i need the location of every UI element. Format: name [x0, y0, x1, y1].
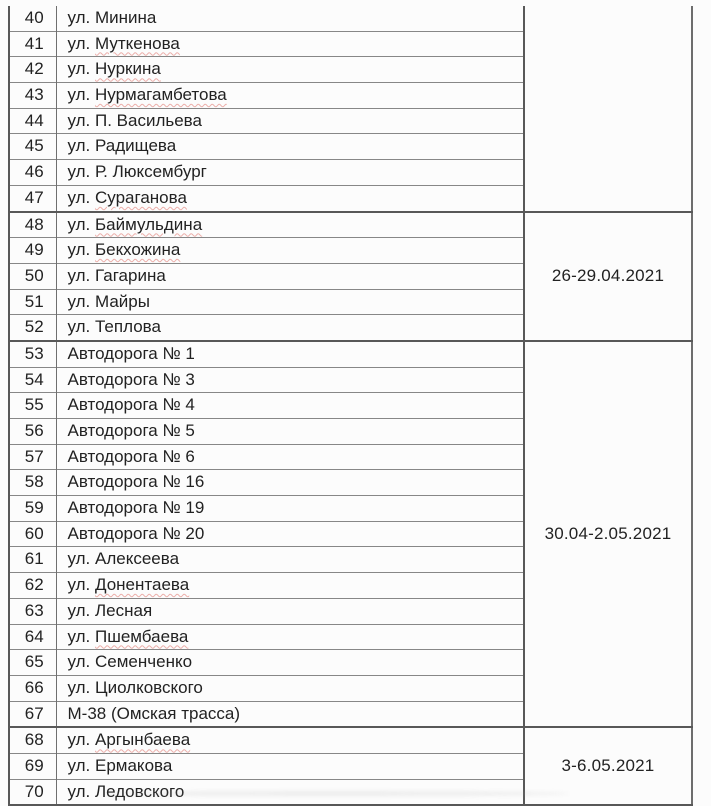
street-name-cell	[56, 31, 524, 57]
street-name-text: Муткенова	[95, 33, 180, 53]
street-prefix: ул.	[67, 162, 95, 182]
street-name-text: Автодорога № 19	[67, 498, 205, 518]
row-number-cell: 43	[9, 83, 56, 109]
street-name-cell	[56, 624, 524, 650]
street-name-cell	[56, 108, 524, 134]
street-name-text: М-38 (Омская трасса)	[67, 703, 241, 723]
street-name-text: Минина	[95, 8, 157, 27]
row-number-cell: 58	[9, 470, 56, 496]
street-name-text: Ледовского	[95, 781, 185, 801]
row-number-cell: 47	[9, 185, 56, 211]
row-number-cell: 42	[9, 57, 56, 83]
row-number-cell: 57	[9, 444, 56, 470]
street-name-cell	[56, 547, 524, 573]
street-name-text: Автодорога № 3	[67, 369, 195, 389]
row-number-cell: 40	[9, 6, 56, 31]
street-name-text: Автодорога № 20	[67, 523, 205, 543]
date-range-cell	[524, 6, 692, 212]
street-name-text: Нурмагамбетова	[95, 85, 227, 105]
street-name-text: Алексеева	[95, 549, 180, 569]
date-range-cell: 26-29.04.2021	[524, 212, 692, 341]
street-name-cell	[56, 521, 524, 547]
table-row	[9, 6, 692, 31]
street-prefix: ул.	[67, 187, 95, 207]
street-name-cell	[56, 57, 524, 83]
row-number-cell: 52	[9, 315, 56, 341]
scan-artifact-smudge	[100, 791, 570, 796]
street-name-cell	[56, 263, 524, 289]
street-prefix: ул.	[67, 730, 95, 750]
row-number-cell: 53	[9, 341, 56, 367]
row-number-cell: 48	[9, 212, 56, 238]
street-name-text: Автодорога № 16	[67, 472, 205, 492]
street-name-cell	[56, 650, 524, 676]
street-name-cell	[56, 444, 524, 470]
row-number-cell: 44	[9, 108, 56, 134]
street-prefix: ул.	[67, 291, 95, 311]
street-name-text: Семенченко	[95, 652, 193, 672]
street-prefix: ул.	[67, 652, 95, 672]
street-prefix: ул.	[67, 575, 95, 595]
street-name-text: Автодорога № 4	[67, 395, 195, 415]
street-schedule-table	[8, 6, 693, 806]
row-number-cell: 61	[9, 547, 56, 573]
row-number-cell: 66	[9, 675, 56, 701]
street-prefix: ул.	[67, 59, 95, 79]
row-number-cell: 49	[9, 238, 56, 264]
street-name-cell	[56, 367, 524, 393]
schedule-table-body	[9, 6, 692, 805]
street-prefix: ул.	[67, 549, 95, 569]
row-number-cell: 67	[9, 701, 56, 727]
street-name-text: Лесная	[95, 600, 153, 620]
row-number-cell: 69	[9, 753, 56, 779]
street-name-cell	[56, 315, 524, 341]
row-number-cell: 50	[9, 263, 56, 289]
street-name-text: Нуркина	[95, 59, 161, 79]
street-name-text: Автодорога № 5	[67, 421, 195, 440]
street-name-text: Радищева	[95, 136, 177, 156]
street-prefix: ул.	[67, 136, 95, 156]
street-name-cell	[56, 419, 524, 445]
street-prefix: ул.	[67, 214, 95, 234]
table-row	[9, 727, 692, 753]
street-name-text: Ермакова	[95, 755, 173, 775]
street-name-cell	[56, 598, 524, 624]
street-name-text: Сураганова	[95, 187, 187, 207]
row-number-cell: 65	[9, 650, 56, 676]
street-name-text: Р. Люксембург	[95, 162, 207, 182]
street-prefix: ул.	[67, 85, 95, 105]
row-number-cell: 60	[9, 521, 56, 547]
row-number-cell: 45	[9, 134, 56, 160]
street-name-text: Донентаева	[95, 575, 190, 595]
street-name-cell	[56, 289, 524, 315]
row-number-cell: 51	[9, 289, 56, 315]
street-prefix: ул.	[67, 33, 95, 53]
street-name-cell	[56, 573, 524, 599]
street-prefix: ул.	[67, 317, 95, 337]
schedule-table	[8, 6, 693, 806]
street-name-cell	[56, 134, 524, 160]
street-prefix: ул.	[67, 8, 95, 27]
row-number-cell: 54	[9, 367, 56, 393]
street-prefix: ул.	[67, 677, 95, 697]
street-prefix: ул.	[67, 110, 95, 130]
street-name-cell	[56, 675, 524, 701]
row-number-cell: 55	[9, 393, 56, 419]
row-number-cell: 63	[9, 598, 56, 624]
street-name-text: Бекхожина	[95, 240, 181, 260]
street-name-cell	[56, 753, 524, 779]
row-number-cell: 56	[9, 419, 56, 445]
table-row	[9, 341, 692, 367]
street-name-text: Автодорога № 6	[67, 446, 195, 466]
street-name-text: Аргынбаева	[95, 730, 191, 750]
street-name-cell	[56, 6, 524, 31]
street-name-cell	[56, 83, 524, 109]
street-name-text: Автодорога № 1	[67, 343, 195, 363]
street-name-text: П. Васильева	[95, 110, 202, 130]
street-name-cell	[56, 238, 524, 264]
street-prefix: ул.	[67, 626, 95, 646]
street-name-text: Баймульдина	[95, 214, 203, 234]
row-number-cell: 70	[9, 779, 56, 805]
street-name-cell	[56, 160, 524, 186]
street-name-text: Гагарина	[95, 265, 166, 285]
street-name-cell	[56, 470, 524, 496]
street-name-cell	[56, 212, 524, 238]
date-range-cell: 3-6.05.2021	[524, 727, 692, 805]
row-number-cell: 59	[9, 496, 56, 522]
street-prefix: ул.	[67, 265, 95, 285]
street-prefix: ул.	[67, 600, 95, 620]
table-row	[9, 212, 692, 238]
street-name-text: Пшембаева	[95, 626, 189, 646]
street-prefix: ул.	[67, 781, 95, 801]
row-number-cell: 64	[9, 624, 56, 650]
street-name-cell	[56, 341, 524, 367]
street-name-cell	[56, 701, 524, 727]
row-number-cell: 62	[9, 573, 56, 599]
street-name-text: Циолковского	[95, 677, 203, 697]
row-number-cell: 68	[9, 727, 56, 753]
street-name-cell	[56, 393, 524, 419]
row-number-cell: 41	[9, 31, 56, 57]
street-name-cell	[56, 185, 524, 211]
street-prefix: ул.	[67, 755, 95, 775]
street-name-text: Теплова	[95, 317, 161, 337]
date-range-cell: 30.04-2.05.2021	[524, 341, 692, 727]
row-number-cell: 46	[9, 160, 56, 186]
street-name-cell	[56, 727, 524, 753]
street-prefix: ул.	[67, 240, 95, 260]
street-name-text: Майры	[95, 291, 150, 311]
street-name-cell	[56, 496, 524, 522]
